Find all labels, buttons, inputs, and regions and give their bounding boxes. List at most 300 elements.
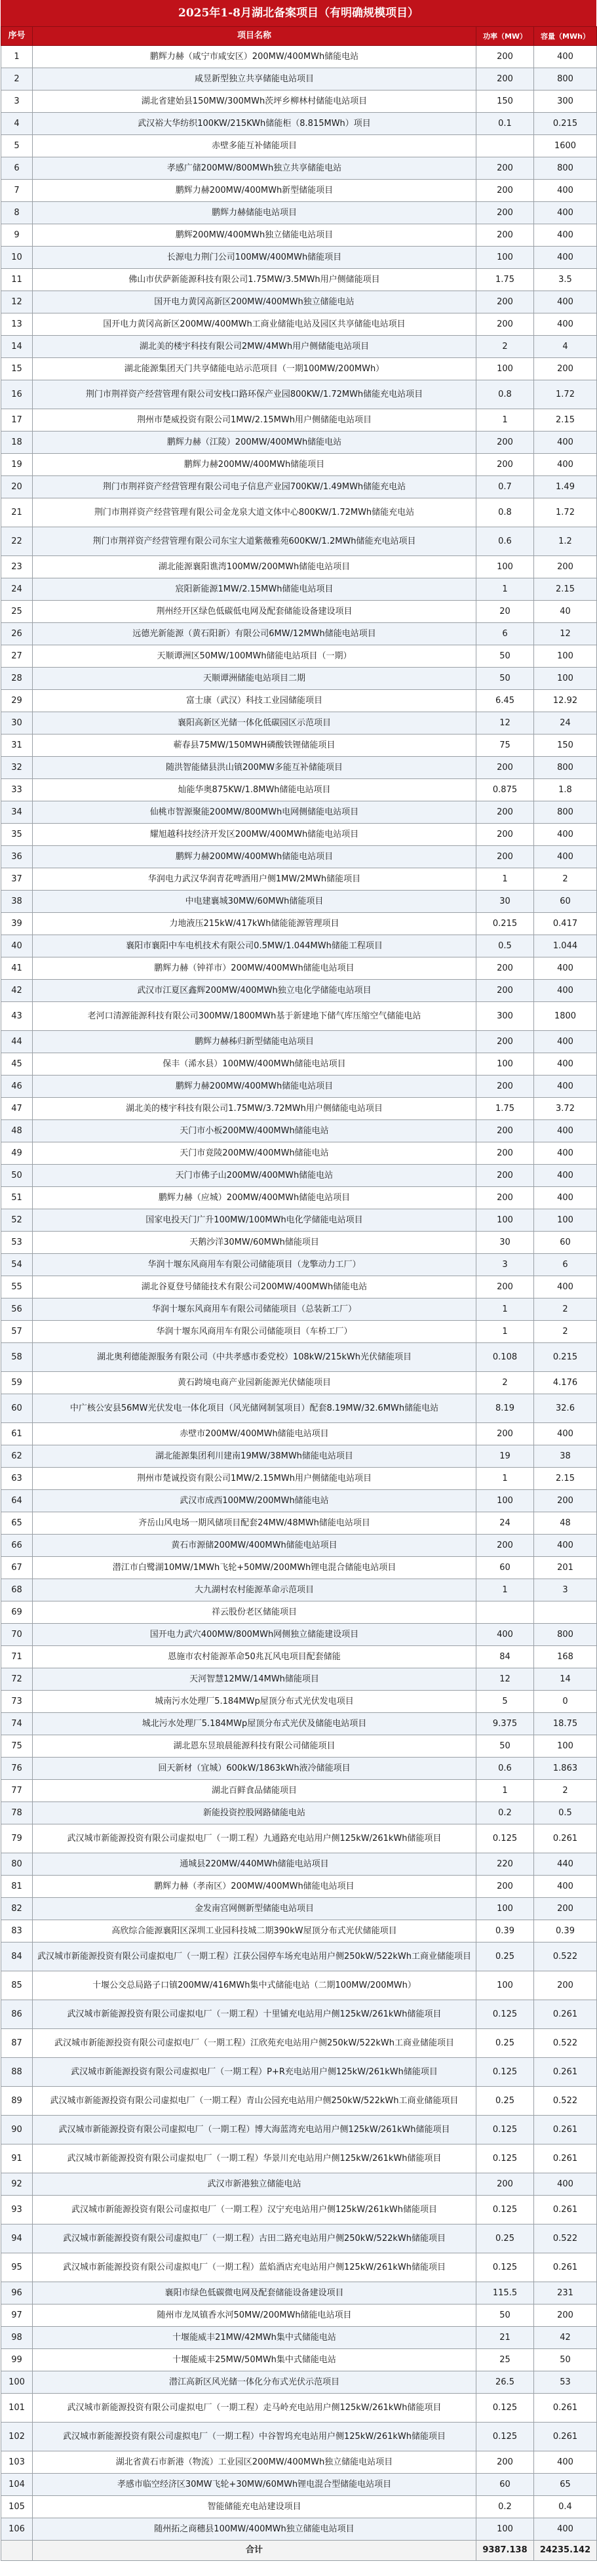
cell-project-name: 国开电力黄冈高新区200MW/400MWh独立储能电站	[33, 291, 476, 313]
cell-capacity: 2.15	[534, 578, 597, 601]
cell-project-name: 耀旭越科技经济开发区200MW/400MWh储能电站项目	[33, 824, 476, 846]
header-row	[1, 27, 597, 46]
cell-capacity: 0.261	[534, 2394, 597, 2423]
table-row	[1, 1668, 597, 1691]
cell-index: 88	[1, 2058, 33, 2087]
cell-index: 82	[1, 1898, 33, 1920]
table-row	[1, 1423, 597, 1445]
table-row	[1, 1098, 597, 1120]
cell-index: 106	[1, 2518, 33, 2541]
table-row	[1, 779, 597, 801]
cell-capacity: 1.863	[534, 1758, 597, 1780]
cell-project-name: 鹏辉力赫（江陵）200MW/400MWh储能电站	[33, 432, 476, 454]
cell-index: 55	[1, 1276, 33, 1298]
cell-index: 79	[1, 1824, 33, 1853]
cell-index: 83	[1, 1920, 33, 1942]
cell-power: 200	[476, 1187, 534, 1209]
cell-project-name: 鹏辉力赫（钟祥市）200MW/400MWh储能电站项目	[33, 957, 476, 980]
cell-capacity: 400	[534, 432, 597, 454]
cell-project-name: 荆州经开区绿色低碳低电网及配套储能设备建设项目	[33, 601, 476, 623]
table-row	[1, 91, 597, 113]
cell-index: 13	[1, 313, 33, 336]
cell-project-name: 湖北恩东昱琅晨能源科技有限公司储能项目	[33, 1735, 476, 1758]
cell-capacity: 53	[534, 2371, 597, 2394]
cell-capacity: 400	[534, 1535, 597, 1557]
cell-capacity: 400	[534, 1876, 597, 1898]
cell-index: 71	[1, 1646, 33, 1668]
cell-capacity: 200	[534, 1490, 597, 1512]
table-row	[1, 1735, 597, 1758]
cell-project-name: 大九湖村农村能源革命示范项目	[33, 1579, 476, 1601]
cell-capacity: 168	[534, 1646, 597, 1668]
cell-power: 0.108	[476, 1343, 534, 1372]
table-row	[1, 2327, 597, 2349]
cell-project-name: 佛山市伏萨新能源科技有限公司1.75MW/3.5MWh用户侧储能项目	[33, 269, 476, 291]
total-capacity: 24235.142	[534, 2541, 597, 2561]
cell-capacity: 400	[534, 180, 597, 202]
cell-index: 34	[1, 801, 33, 824]
cell-capacity: 0.417	[534, 913, 597, 935]
cell-power: 200	[476, 824, 534, 846]
cell-index: 81	[1, 1876, 33, 1898]
cell-index: 92	[1, 2173, 33, 2196]
cell-capacity: 100	[534, 1209, 597, 1232]
total-power: 9387.138	[476, 2541, 534, 2561]
cell-power: 0.25	[476, 2087, 534, 2116]
cell-power: 1	[476, 1780, 534, 1802]
table-row	[1, 601, 597, 623]
report-page	[1, 0, 596, 2561]
table-row	[1, 668, 597, 690]
header-power: 功率（MW）	[476, 27, 534, 46]
header-capacity: 容量（MWh）	[534, 27, 597, 46]
table-row	[1, 2253, 597, 2282]
cell-power: 6	[476, 623, 534, 645]
table-row	[1, 527, 597, 556]
cell-index: 72	[1, 1668, 33, 1691]
cell-project-name: 湖北谷夏登号储能技术有限公司200MW/400MWh储能电站	[33, 1276, 476, 1298]
cell-power: 3	[476, 1254, 534, 1276]
cell-capacity: 3.5	[534, 269, 597, 291]
table-row	[1, 1512, 597, 1535]
cell-project-name: 国开电力黄冈高新区200MW/400MWh工商业储能电站及园区共享储能电站项目	[33, 313, 476, 336]
cell-power: 0.125	[476, 2196, 534, 2224]
cell-project-name: 襄阳高新区光储一体化低碳园区示范项目	[33, 712, 476, 735]
cell-index: 3	[1, 91, 33, 113]
cell-power: 1	[476, 409, 534, 432]
cell-project-name: 城北污水处理厂5.184MWp屋顶分布式光伏及储能电站项目	[33, 1713, 476, 1735]
cell-index: 50	[1, 1165, 33, 1187]
cell-project-name: 力地液压215kW/417kWh储能能源管理项目	[33, 913, 476, 935]
table-row	[1, 957, 597, 980]
cell-project-name: 华润十堰东风商用车有限公司储能项目（总装新工厂）	[33, 1298, 476, 1321]
cell-power: 0.2	[476, 1802, 534, 1824]
cell-power: 60	[476, 1557, 534, 1579]
cell-index: 104	[1, 2474, 33, 2496]
cell-power: 200	[476, 46, 534, 68]
cell-index: 27	[1, 645, 33, 668]
projects-table	[1, 26, 597, 2561]
table-row	[1, 1120, 597, 1142]
cell-capacity: 800	[534, 1624, 597, 1646]
cell-index: 86	[1, 2000, 33, 2029]
cell-capacity: 201	[534, 1557, 597, 1579]
cell-project-name: 武汉城市新能源投资有限公司虚拟电厂（一期工程）P+R充电站用户侧125kW/261kWh储能项目	[33, 2058, 476, 2087]
cell-capacity: 2.15	[534, 409, 597, 432]
cell-index: 46	[1, 1076, 33, 1098]
table-row	[1, 1276, 597, 1298]
table-row	[1, 2087, 597, 2116]
table-row	[1, 157, 597, 180]
table-row	[1, 313, 597, 336]
cell-power: 100	[476, 1209, 534, 1232]
cell-project-name: 鹏辉力赫200MW/400MWh储能电站项目	[33, 1076, 476, 1098]
cell-project-name: 通城县220MW/440MWh储能电站项目	[33, 1853, 476, 1876]
table-row	[1, 46, 597, 68]
cell-capacity: 0.261	[534, 2423, 597, 2451]
table-row	[1, 980, 597, 1002]
cell-index: 61	[1, 1423, 33, 1445]
cell-power: 1	[476, 1579, 534, 1601]
cell-index: 94	[1, 2224, 33, 2253]
cell-project-name: 鹏辉力赫（孝南区）200MW/400MWh储能电站项目	[33, 1876, 476, 1898]
cell-capacity: 400	[534, 846, 597, 868]
table-row	[1, 1254, 597, 1276]
cell-project-name: 湖北能源集团利川建南19MW/38MWh储能电站项目	[33, 1445, 476, 1468]
table-row	[1, 1187, 597, 1209]
cell-project-name: 随洪智能储县洪山镇200MW多能互补储能项目	[33, 757, 476, 779]
cell-project-name: 襄阳市绿色低碳微电网及配套储能设备建设项目	[33, 2282, 476, 2304]
cell-power: 220	[476, 1853, 534, 1876]
cell-project-name: 高欣综合能源襄阳区深圳工业园科技城二期390kW屋顶分布式光伏储能项目	[33, 1920, 476, 1942]
table-row	[1, 801, 597, 824]
cell-index: 17	[1, 409, 33, 432]
cell-index: 99	[1, 2349, 33, 2371]
cell-project-name: 天顺谭洲区50MW/100MWh储能电站项目（一期）	[33, 645, 476, 668]
cell-capacity: 0	[534, 1691, 597, 1713]
cell-index: 84	[1, 1942, 33, 1971]
cell-project-name: 齐岳山风电场一期风储项目配套24MW/48MWh储能电站项目	[33, 1512, 476, 1535]
cell-capacity: 800	[534, 68, 597, 91]
cell-power: 115.5	[476, 2282, 534, 2304]
cell-capacity: 1.72	[534, 380, 597, 409]
cell-index: 24	[1, 578, 33, 601]
cell-capacity: 0.39	[534, 1920, 597, 1942]
table-row	[1, 690, 597, 712]
cell-capacity: 2	[534, 1298, 597, 1321]
cell-project-name: 华润十堰东风商用车有限公司储能项目（车桥工厂）	[33, 1321, 476, 1343]
cell-capacity: 400	[534, 1165, 597, 1187]
cell-power: 1	[476, 868, 534, 891]
table-row	[1, 1898, 597, 1920]
cell-capacity: 2	[534, 1321, 597, 1343]
cell-capacity: 400	[534, 454, 597, 476]
cell-project-name: 荆门市荆祥资产经营管理有限公司东宝大道紫薇雅苑600KW/1.2MWh储能充电站项目	[33, 527, 476, 556]
cell-project-name: 武汉城市新能源投资有限公司虚拟电厂（一期工程）青山公园充电站用户侧250kW/522kWh工商业储能项目	[33, 2087, 476, 2116]
cell-project-name: 湖北能源集团天门共享储能电站示范项目（一期100MW/200MWh）	[33, 358, 476, 380]
table-row	[1, 891, 597, 913]
table-row	[1, 712, 597, 735]
table-row	[1, 2173, 597, 2196]
cell-power: 300	[476, 1002, 534, 1031]
cell-power: 50	[476, 645, 534, 668]
cell-project-name: 黄石市源储200MW/400MWh储能电站项目	[33, 1535, 476, 1557]
table-row	[1, 1646, 597, 1668]
cell-project-name: 湖北奥利德能源服务有限公司（中共孝感市委党校）108kW/215kWh光伏储能项目	[33, 1343, 476, 1372]
cell-index: 37	[1, 868, 33, 891]
table-row	[1, 846, 597, 868]
cell-index: 74	[1, 1713, 33, 1735]
cell-index: 59	[1, 1372, 33, 1394]
table-row	[1, 2474, 597, 2496]
cell-index: 67	[1, 1557, 33, 1579]
cell-index: 77	[1, 1780, 33, 1802]
table-row	[1, 645, 597, 668]
cell-capacity: 400	[534, 1187, 597, 1209]
cell-project-name: 武汉城市新能源投资有限公司虚拟电厂（一期工程）汉宁充电站用户侧125kW/261kWh储能项目	[33, 2196, 476, 2224]
table-row	[1, 432, 597, 454]
cell-capacity: 2	[534, 868, 597, 891]
cell-capacity: 4	[534, 336, 597, 358]
cell-project-name: 灿能华奥875KW/1.8MWh储能电站项目	[33, 779, 476, 801]
cell-index: 100	[1, 2371, 33, 2394]
cell-index: 105	[1, 2496, 33, 2518]
cell-index: 19	[1, 454, 33, 476]
cell-index: 5	[1, 135, 33, 157]
cell-power: 0.125	[476, 2144, 534, 2173]
cell-index: 18	[1, 432, 33, 454]
cell-project-name: 金发南宫网侧新型储能电站项目	[33, 1898, 476, 1920]
cell-capacity: 0.5	[534, 1802, 597, 1824]
cell-index: 11	[1, 269, 33, 291]
table-row	[1, 2371, 597, 2394]
cell-capacity: 12.92	[534, 690, 597, 712]
table-row	[1, 68, 597, 91]
cell-index: 42	[1, 980, 33, 1002]
cell-power: 200	[476, 1276, 534, 1298]
table-row	[1, 2349, 597, 2371]
cell-project-name: 咸昱新型独立共享储能电站项目	[33, 68, 476, 91]
table-row	[1, 623, 597, 645]
cell-index: 64	[1, 1490, 33, 1512]
cell-index: 36	[1, 846, 33, 868]
table-row	[1, 1468, 597, 1490]
cell-capacity: 400	[534, 957, 597, 980]
table-row	[1, 1853, 597, 1876]
table-row	[1, 935, 597, 957]
table-row	[1, 269, 597, 291]
cell-power: 50	[476, 668, 534, 690]
cell-project-name: 新能投资控股网路储能电站	[33, 1802, 476, 1824]
table-row	[1, 2496, 597, 2518]
cell-index: 103	[1, 2451, 33, 2474]
cell-index: 20	[1, 476, 33, 498]
table-row	[1, 913, 597, 935]
cell-power: 12	[476, 1668, 534, 1691]
table-row	[1, 2518, 597, 2541]
table-row	[1, 380, 597, 409]
cell-index: 49	[1, 1142, 33, 1165]
table-row	[1, 2423, 597, 2451]
table-row	[1, 1209, 597, 1232]
cell-project-name: 武汉城市新能源投资有限公司虚拟电厂（一期工程）博大海蓝湾充电站用户侧125kW/261kWh储能项目	[33, 2116, 476, 2144]
cell-index: 23	[1, 556, 33, 578]
cell-capacity: 1.72	[534, 498, 597, 527]
cell-power: 0.125	[476, 2253, 534, 2282]
cell-capacity: 400	[534, 1276, 597, 1298]
cell-power: 200	[476, 291, 534, 313]
cell-capacity: 65	[534, 2474, 597, 2496]
cell-power: 0.25	[476, 1942, 534, 1971]
table-row	[1, 2196, 597, 2224]
table-row	[1, 1942, 597, 1971]
cell-project-name: 鹏辉力赫200MW/400MWh新型储能项目	[33, 180, 476, 202]
table-row	[1, 824, 597, 846]
cell-capacity: 200	[534, 358, 597, 380]
table-row	[1, 2116, 597, 2144]
table-row	[1, 2144, 597, 2173]
cell-index: 41	[1, 957, 33, 980]
cell-index: 66	[1, 1535, 33, 1557]
cell-power: 200	[476, 957, 534, 980]
cell-project-name: 赤壁多能互补储能项目	[33, 135, 476, 157]
cell-project-name: 武汉城市新能源投资有限公司虚拟电厂（一期工程）走马岭充电站用户侧125kW/261kWh储能项目	[33, 2394, 476, 2423]
cell-power: 60	[476, 2474, 534, 2496]
table-row	[1, 1165, 597, 1187]
cell-index: 89	[1, 2087, 33, 2116]
cell-index: 15	[1, 358, 33, 380]
cell-capacity: 100	[534, 645, 597, 668]
cell-capacity: 0.4	[534, 2496, 597, 2518]
cell-capacity: 0.261	[534, 2144, 597, 2173]
table-row	[1, 1076, 597, 1098]
cell-capacity: 0.261	[534, 2196, 597, 2224]
cell-power: 9.375	[476, 1713, 534, 1735]
cell-power: 100	[476, 1898, 534, 1920]
cell-capacity: 0.522	[534, 2087, 597, 2116]
cell-project-name: 湖北省黄石市新港（物流）工业园区200MW/400MWh独立储能电站项目	[33, 2451, 476, 2474]
cell-index: 40	[1, 935, 33, 957]
cell-index: 60	[1, 1394, 33, 1423]
cell-project-name: 长源电力荆门公司100MW/400MWh储能项目	[33, 247, 476, 269]
cell-project-name: 湖北美的楼宇科技有限公司2MW/4MWh用户侧储能电站项目	[33, 336, 476, 358]
cell-capacity: 1600	[534, 135, 597, 157]
table-row	[1, 476, 597, 498]
cell-power: 0.125	[476, 1824, 534, 1853]
cell-index: 29	[1, 690, 33, 712]
table-row	[1, 757, 597, 779]
cell-project-name: 武汉市江夏区鑫辉200MW/400MWh独立电化学储能电站项目	[33, 980, 476, 1002]
table-row	[1, 1691, 597, 1713]
cell-capacity: 24	[534, 712, 597, 735]
cell-power: 400	[476, 1624, 534, 1646]
cell-power: 0.5	[476, 935, 534, 957]
cell-index: 25	[1, 601, 33, 623]
cell-power: 200	[476, 202, 534, 224]
cell-project-name: 华润十堰东风商用车有限公司储能项目（龙擎动力工厂）	[33, 1254, 476, 1276]
cell-capacity: 50	[534, 2349, 597, 2371]
cell-index: 95	[1, 2253, 33, 2282]
cell-power: 0.6	[476, 527, 534, 556]
cell-index: 63	[1, 1468, 33, 1490]
cell-index: 32	[1, 757, 33, 779]
cell-index: 75	[1, 1735, 33, 1758]
cell-index: 80	[1, 1853, 33, 1876]
cell-project-name: 十堰能威丰21MW/42MWh集中式储能电站	[33, 2327, 476, 2349]
cell-project-name: 智能储能充电站建设项目	[33, 2496, 476, 2518]
table-row	[1, 1579, 597, 1601]
cell-index: 4	[1, 113, 33, 135]
cell-project-name: 随州市龙凤镇香水河50MW/200MWh储能电站项目	[33, 2304, 476, 2327]
cell-project-name: 襄阳市襄阳中车电机技术有限公司0.5MW/1.044MWh储能工程项目	[33, 935, 476, 957]
cell-power: 21	[476, 2327, 534, 2349]
cell-project-name: 天门市小板200MW/400MWh储能电站	[33, 1120, 476, 1142]
cell-power: 0.25	[476, 2029, 534, 2058]
cell-project-name: 荆门市荆祥资产经营管理有限公司安栈口路环保产业园800KW/1.72MWh储能充电站项目	[33, 380, 476, 409]
cell-index: 102	[1, 2423, 33, 2451]
cell-index: 73	[1, 1691, 33, 1713]
cell-power: 200	[476, 846, 534, 868]
table-row	[1, 1298, 597, 1321]
cell-power: 200	[476, 1142, 534, 1165]
cell-index: 62	[1, 1445, 33, 1468]
cell-project-name: 武汉市成西100MW/200MWh储能电站	[33, 1490, 476, 1512]
cell-power: 100	[476, 1053, 534, 1076]
table-row	[1, 1490, 597, 1512]
cell-index: 96	[1, 2282, 33, 2304]
cell-index: 44	[1, 1031, 33, 1053]
cell-index: 6	[1, 157, 33, 180]
cell-capacity: 1.49	[534, 476, 597, 498]
cell-power: 75	[476, 735, 534, 757]
table-row	[1, 556, 597, 578]
cell-power: 8.19	[476, 1394, 534, 1423]
table-row	[1, 735, 597, 757]
table-title: 2025年1-8月湖北备案项目（有明确规模项目）	[1, 0, 596, 26]
cell-project-name: 鹏辉200MW/400MWh独立储能电站项目	[33, 224, 476, 247]
cell-capacity: 1800	[534, 1002, 597, 1031]
cell-power: 0.2	[476, 2496, 534, 2518]
cell-power: 6.45	[476, 690, 534, 712]
cell-index: 10	[1, 247, 33, 269]
cell-project-name: 城南污水处理厂5.184MWp屋顶分布式光伏发电项目	[33, 1691, 476, 1713]
cell-index: 101	[1, 2394, 33, 2423]
cell-power: 0.215	[476, 913, 534, 935]
cell-project-name: 武汉市新港独立储能电站	[33, 2173, 476, 2196]
cell-index: 31	[1, 735, 33, 757]
cell-power: 200	[476, 224, 534, 247]
cell-index: 35	[1, 824, 33, 846]
cell-capacity: 400	[534, 1031, 597, 1053]
cell-power: 200	[476, 1423, 534, 1445]
cell-capacity: 0.215	[534, 1343, 597, 1372]
cell-capacity: 400	[534, 2518, 597, 2541]
cell-power: 200	[476, 432, 534, 454]
cell-project-name: 鹏辉力赫（应城）200MW/400MWh储能电站项目	[33, 1187, 476, 1209]
cell-index: 12	[1, 291, 33, 313]
cell-project-name: 中电建襄城30MW/60MWh储能项目	[33, 891, 476, 913]
cell-index: 48	[1, 1120, 33, 1142]
cell-capacity: 0.261	[534, 2253, 597, 2282]
table-row	[1, 1142, 597, 1165]
cell-index: 51	[1, 1187, 33, 1209]
cell-capacity: 0.261	[534, 2116, 597, 2144]
cell-index: 1	[1, 46, 33, 68]
cell-index: 56	[1, 1298, 33, 1321]
cell-index: 91	[1, 2144, 33, 2173]
cell-capacity: 440	[534, 1853, 597, 1876]
cell-index: 7	[1, 180, 33, 202]
